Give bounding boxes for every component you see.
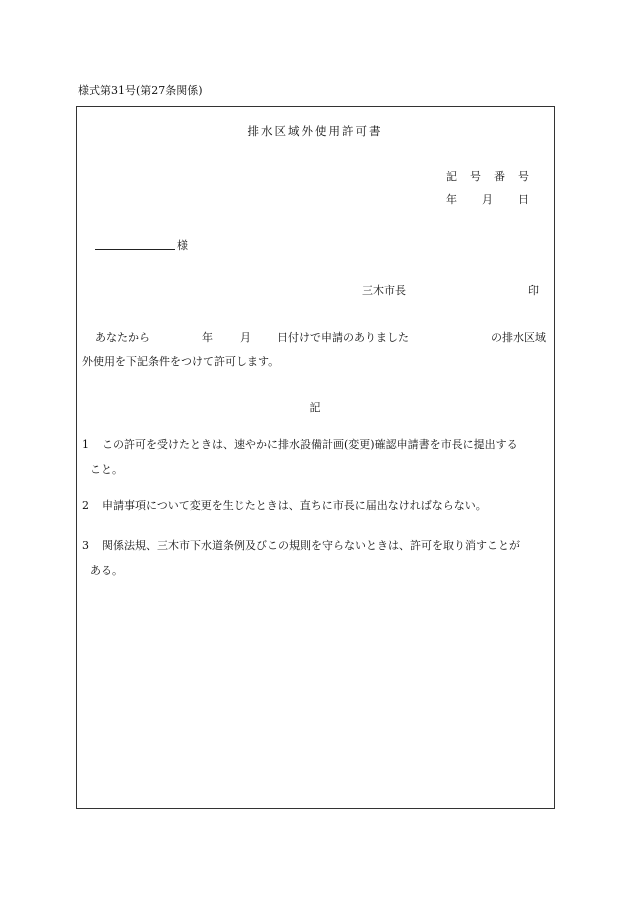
- condition-text: 関係法規、三木市下水道条例及びこの規則を守らないときは、許可を取り消すことが: [102, 539, 520, 552]
- date-day: 日: [518, 193, 529, 206]
- record-number-char: 番: [494, 170, 505, 183]
- condition-number: 3: [82, 539, 89, 552]
- record-number-char: 号: [470, 170, 481, 183]
- record-number-char: 号: [518, 170, 529, 183]
- body-line-1: [0, 332, 630, 344]
- date-year: 年: [446, 193, 457, 206]
- condition-text: 申請事項について変更を生じたときは、直ちに市長に届出なければならない。: [102, 499, 487, 512]
- mayor-title: 三木市長: [362, 284, 406, 297]
- condition-item: [82, 540, 552, 580]
- recipient-suffix: 様: [177, 239, 188, 252]
- body-line-2-text: 外使用を下記条件をつけて許可します。: [82, 355, 280, 368]
- condition-text: この許可を受けたときは、速やかに排水設備計画(変更)確認申請書を市長に提出する: [102, 438, 518, 451]
- body-year: 年: [202, 331, 213, 344]
- condition-number: 1: [82, 438, 89, 451]
- seal-mark: 印: [528, 284, 539, 297]
- document-title: 排水区域外使用許可書: [247, 124, 383, 138]
- body-month: 月: [240, 331, 251, 344]
- record-number-char: 記: [446, 170, 457, 183]
- condition-continuation: ある。: [90, 564, 123, 577]
- body-lead: あなたから: [95, 331, 150, 344]
- condition-item: [82, 439, 552, 479]
- condition-item: [82, 500, 552, 516]
- recipient-name-line: [95, 249, 175, 250]
- body-tail: の排水区域: [491, 331, 546, 344]
- date-month: 月: [482, 193, 493, 206]
- condition-number: 2: [82, 499, 89, 512]
- form-number: 様式第31号(第27条関係): [78, 84, 203, 97]
- condition-continuation: こと。: [90, 463, 123, 476]
- record-number-row: [0, 171, 630, 183]
- record-mark: 記: [309, 401, 321, 414]
- body-day-text: 日付けで申請のありました: [277, 331, 409, 344]
- date-row: [0, 194, 630, 206]
